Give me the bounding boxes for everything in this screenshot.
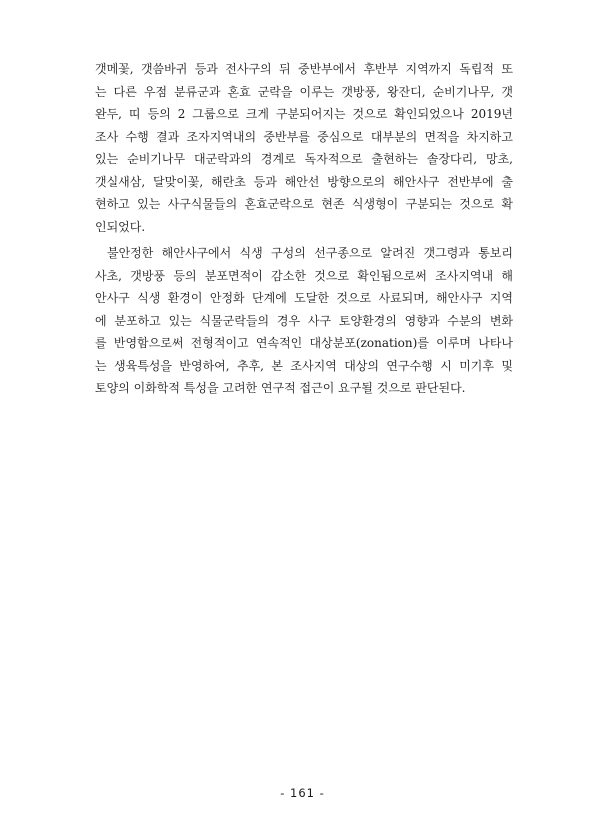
- text-line: 는 다른 우점 분류군과 혼효 군락을 이루는 갯방풍, 왕잔디, 순비기나무, 갯: [95, 84, 513, 99]
- text-line: 갯메꽃, 갯씀바귀 등과 전사구의 뒤 중반부에서 후반부 지역까지 독립적 또: [95, 62, 513, 76]
- text-line: 에 분포하고 있는 식물군락들의 경우 사구 토양환경의 영향과 수분의 변화: [95, 313, 513, 328]
- paragraph-1: [95, 58, 513, 238]
- text-line: 조사 수행 결과 조자지역내의 중반부를 중심으로 대부분의 면적을 차지하고: [95, 129, 513, 144]
- paragraph-2: [95, 242, 513, 400]
- text-line: 갯실새삼, 달맞이꽃, 해란초 등과 해안선 방향으로의 해안사구 전반부에 출: [95, 174, 513, 189]
- text-line: 안사구 식생 환경이 안정화 단계에 도달한 것으로 사료되며, 해안사구 지역: [95, 291, 513, 305]
- page-number: - 161 -: [280, 786, 325, 800]
- text-line: 불안정한 해안사구에서 식생 구성의 선구종으로 알려진 갯그령과 통보리: [107, 246, 513, 260]
- text-line: 토양의 이화학적 특성을 고려한 연구적 접근이 요구될 것으로 판단된다.: [95, 381, 466, 395]
- text-line: 있는 순비기나무 대군락과의 경계로 독자적으로 출현하는 솔장다리, 망초,: [95, 152, 513, 166]
- text-line: 는 생육특성을 반영하여, 추후, 본 조사지역 대상의 연구수행 시 미기후 및: [95, 358, 513, 373]
- text-line: 현하고 있는 사구식물들의 혼효군락으로 현존 식생형이 구분되는 것으로 확: [95, 197, 513, 211]
- text-line: 사초, 갯방풍 등의 분포면적이 감소한 것으로 확인됨으로써 조사지역내 해: [95, 268, 513, 283]
- text-line: 를 반영함으로써 전형적이고 연속적인 대상분포(zonation)를 이루며 나타나: [95, 336, 513, 350]
- body-text: [95, 58, 513, 400]
- text-line: 완두, 띠 등의 2 그룹으로 크게 구분되어지는 것으로 확인되었으나 2019년: [95, 107, 513, 121]
- text-line: 인되었다.: [95, 219, 146, 234]
